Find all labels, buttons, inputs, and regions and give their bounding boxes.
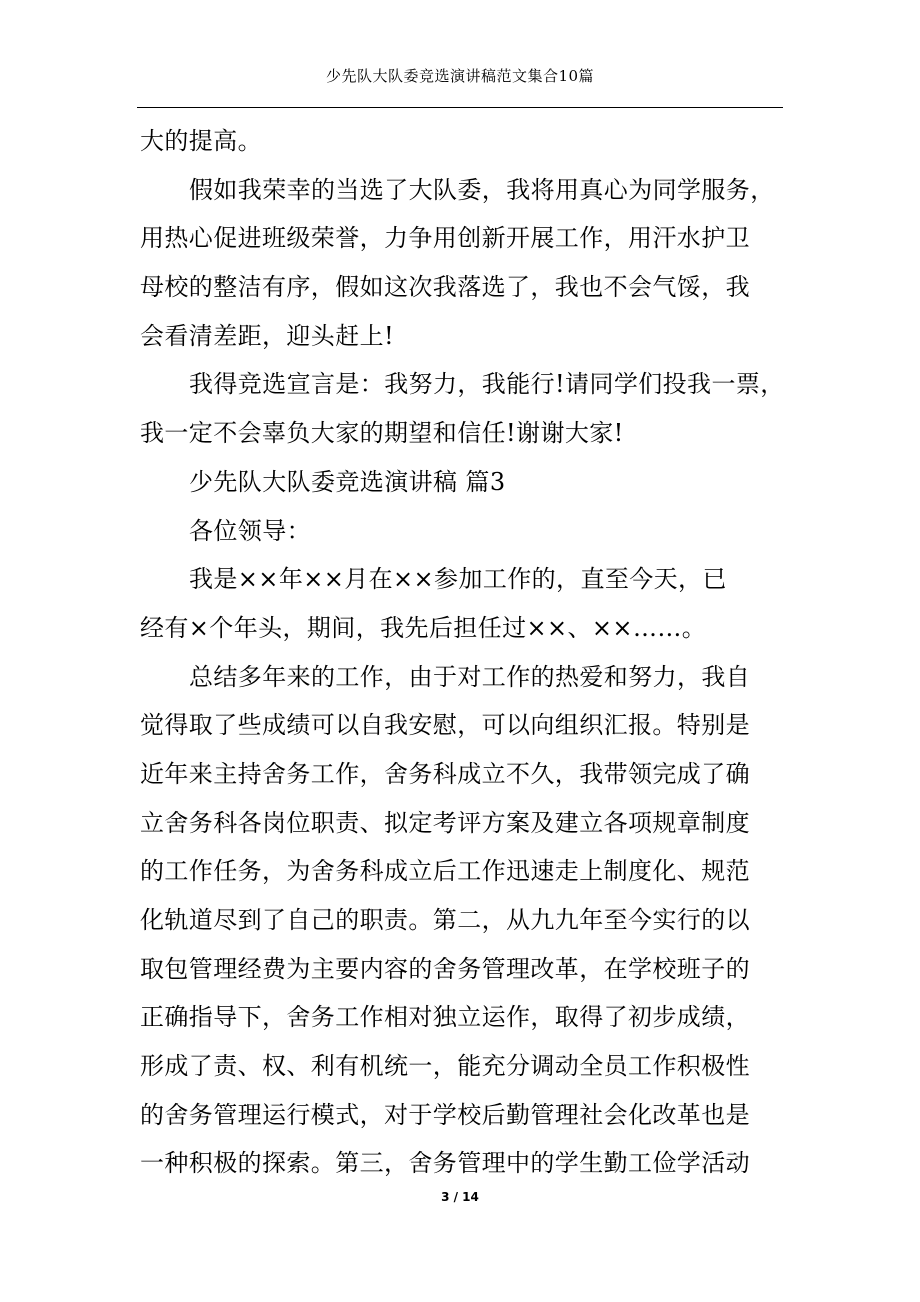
document-body — [140, 117, 785, 1188]
body-line: 会看清差距，迎头赶上! — [140, 321, 395, 350]
body-line: 我是××年××月在××参加工作的，直至今天，已 — [189, 565, 727, 594]
body-line: 大的提高。 — [140, 127, 262, 155]
body-line: 假如我荣幸的当选了大队委，我将用真心为同学服务， — [189, 175, 775, 204]
body-line: 我得竞选宣言是：我努力，我能行!请同学们投我一票， — [189, 370, 785, 399]
page-number: 3 / 14 — [441, 1190, 479, 1204]
section-heading: 少先队大队委竞选演讲稿 篇3 — [189, 467, 506, 496]
body-line: 的工作任务，为舍务科成立后工作迅速走上制度化、规范 — [140, 857, 750, 886]
body-line: 正确指导下，舍务工作相对独立运作，取得了初步成绩， — [140, 1003, 750, 1032]
body-line: 的舍务管理运行模式，对于学校后勤管理社会化改革也是 — [140, 1100, 750, 1129]
body-line: 总结多年来的工作，由于对工作的热爱和努力，我自 — [189, 662, 751, 691]
header-divider — [137, 107, 783, 108]
page-header-title: 少先队大队委竞选演讲稿范文集合10篇 — [325, 67, 595, 85]
body-line: 一种积极的探索。第三，舍务管理中的学生勤工俭学活动 — [140, 1149, 750, 1178]
body-line: 形成了责、权、利有机统一，能充分调动全员工作积极性 — [140, 1052, 750, 1081]
body-line: 母校的整洁有序，假如这次我落选了，我也不会气馁，我 — [140, 273, 750, 302]
body-line: 用热心促进班级荣誉，力争用创新开展工作，用汗水护卫 — [140, 224, 750, 253]
body-line: 取包管理经费为主要内容的舍务管理改革，在学校班子的 — [140, 954, 750, 983]
body-line: 觉得取了些成绩可以自我安慰，可以向组织汇报。特别是 — [140, 711, 750, 740]
body-line: 我一定不会辜负大家的期望和信任!谢谢大家! — [140, 419, 624, 448]
body-line: 立舍务科各岗位职责、拟定考评方案及建立各项规章制度 — [140, 808, 750, 837]
salutation: 各位领导： — [189, 516, 311, 545]
body-line: 经有×个年头，期间，我先后担任过××、××……。 — [140, 613, 707, 642]
body-line: 化轨道尽到了自己的职责。第二，从九九年至今实行的以 — [140, 906, 750, 934]
body-line: 近年来主持舍务工作，舍务科成立不久，我带领完成了确 — [140, 759, 750, 788]
